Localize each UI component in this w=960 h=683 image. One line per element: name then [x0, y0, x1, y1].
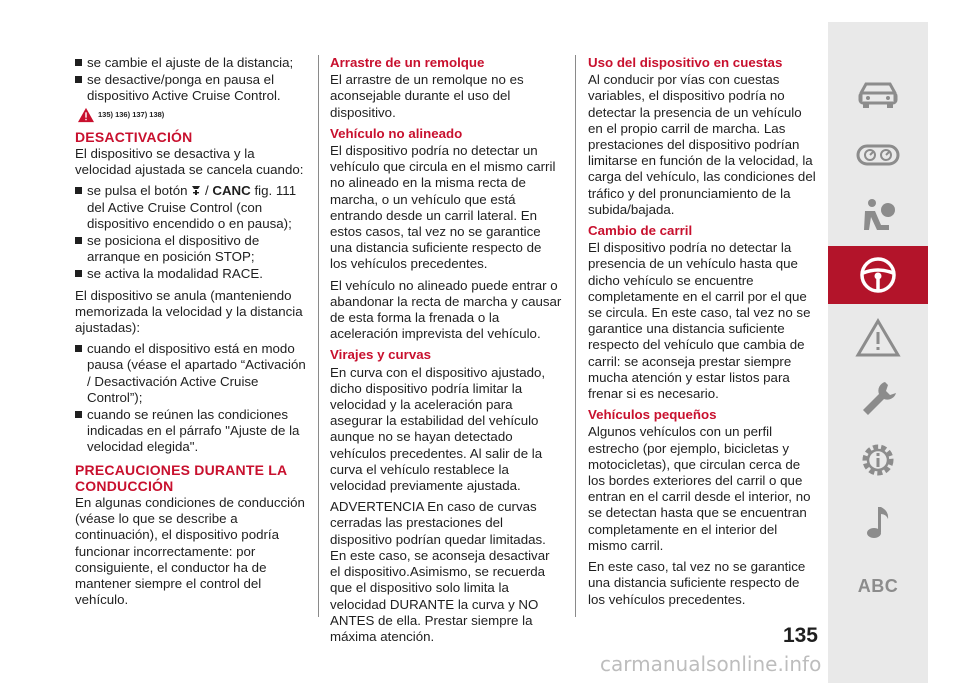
music-note-icon [855, 502, 901, 542]
nav-multimedia[interactable] [828, 494, 928, 550]
nav-driving[interactable] [828, 246, 928, 304]
list-item: se activa la modalidad RACE. [75, 266, 307, 282]
bullet-box-icon [75, 59, 82, 66]
nav-dashboard[interactable] [828, 127, 928, 183]
heading-vehiculos-pequenos: Vehículos pequeños [588, 407, 717, 423]
heading-cuestas: Uso del dispositivo en cuestas [588, 55, 783, 70]
airbag-icon [855, 195, 901, 235]
paragraph: ADVERTENCIA En caso de curvas cerradas las prestaciones del dispositivo podrían quedar limitadas. En este caso, se aconseja desactivar el dispositivo.Asimismo, se recuerda que el dispositivo solo limita la velocidad DURANTE la curva y NO ANTES de ella. Prestar siempre la máxima atención. [330, 499, 550, 644]
heading-desactivacion: DESACTIVACIÓN [75, 128, 193, 145]
wrench-icon [855, 378, 901, 418]
heading-vehiculo-no-alineado: Vehículo no alineado [330, 125, 463, 141]
nav-safety[interactable] [828, 187, 928, 243]
column-3 [588, 55, 820, 613]
car-icon [855, 75, 901, 115]
paragraph: En curva con el dispositivo ajustado, dicho dispositivo podría limitar la velocidad y la aceleración para asegurar la estabilidad del vehículo aunque no se hayan detectado vehículos precedentes. Al salir de la curva el vehículo restablece la velocidad previamente ajustada. [330, 364, 546, 494]
watermark: carmanualsonline.info [600, 652, 822, 676]
paragraph: Al conducir por vías con cuestas variables, el dispositivo podría no detectar la presencia de un vehículo en el propio carril de marcha. Las prestaciones del dispositivo podrían limitarse en función de la velocidad, la carga del vehículo, las condiciones del tráfico y del pronunciamiento de la subida/bajada. [588, 72, 816, 217]
chapter-sidebar [828, 22, 928, 683]
paragraph: El dispositivo se anula (manteniendo memorizada la velocidad y la distancia ajustadas): [75, 287, 303, 336]
paragraph: El dispositivo se desactiva y la velocidad ajustada se cancela cuando: [75, 146, 304, 178]
nav-emergency[interactable] [828, 310, 928, 366]
bullet-box-icon [75, 411, 82, 418]
bullet-box-icon [75, 187, 82, 194]
nav-index[interactable] [828, 558, 928, 614]
heading-cambio-carril: Cambio de carril [588, 223, 693, 239]
heading-virajes: Virajes y curvas [330, 347, 432, 363]
settings-icon [855, 440, 901, 480]
column-1 [75, 55, 307, 614]
cruise-control-icon [191, 184, 201, 196]
list-item: se desactive/ponga en pausa el dispositivo Active Cruise Control. [75, 72, 307, 104]
nav-car[interactable] [828, 67, 928, 123]
paragraph: En este caso, tal vez no se garantice una distancia suficiente respecto de los vehículos precedentes. [588, 559, 806, 607]
list-item: cuando el dispositivo está en modo pausa (véase el apartado “Activación / Desactivación Active Cruise Control”); [75, 341, 307, 406]
nav-maintenance[interactable] [828, 370, 928, 426]
list-item: cuando se reúnen las condiciones indicadas en el párrafo "Ajuste de la velocidad elegida". [75, 407, 307, 456]
abc-label: ABC [857, 575, 899, 596]
column-2 [330, 55, 562, 650]
dashboard-icon [855, 135, 901, 175]
list-item: se posiciona el dispositivo de arranque en posición STOP; [75, 233, 307, 265]
paragraph: El dispositivo podría no detectar un vehículo que circula en el mismo carril no alineado en la misma recta de marcha, o un vehículo que está entrando desde un carril lateral. En estos casos, tal vez no se garantice una distancia suficiente respecto de los vehículos precedentes. [330, 143, 556, 272]
warning-references [77, 107, 307, 123]
paragraph: El vehículo no alineado puede entrar o abandonar la recta de marcha y causar de esta forma la frenada o la aceleración imprevista del vehículo. [330, 277, 562, 342]
warning-triangle-icon [77, 107, 95, 123]
heading-precauciones: PRECAUCIONES DURANTE LA CONDUCCIÓN [75, 461, 287, 494]
paragraph: El dispositivo podría no detectar la presencia de un vehículo hasta que dicho vehículo se encuentre completamente en el carril por el que se circula. En este caso, tal vez no se garantice una distancia suficiente respecto del vehículo que cambia de carril: se aconseja prestar siempre mucha atención y estar listos para frenar si es necesario. [588, 240, 811, 402]
column-divider [318, 55, 319, 617]
page-number: 135 [782, 624, 818, 647]
bullet-box-icon [75, 237, 82, 244]
paragraph: El arrastre de un remolque no es aconsejable durante el uso del dispositivo. [330, 72, 524, 120]
steering-wheel-icon [855, 255, 901, 295]
nav-technical-data[interactable] [828, 432, 928, 488]
bullet-box-icon [75, 270, 82, 277]
paragraph: Algunos vehículos con un perfil estrecho (por ejemplo, bicicletas y motocicletas), que circulan cerca de los bordes exteriores del carril o que entran en el carril desde el interior, no se detectan hasta que se encuentran completamente en el interior del mismo carril. [588, 424, 811, 553]
bullet-box-icon [75, 76, 82, 83]
warning-reference-numbers[interactable]: 135) 136) 137) 138) [98, 109, 165, 119]
list-item: se cambie el ajuste de la distancia; [75, 55, 307, 71]
list-item: se pulsa el botón / CANC fig. 111 del Active Cruise Control (con dispositivo encendido o en pausa); [75, 183, 307, 232]
warning-icon [855, 318, 901, 358]
paragraph: En algunas condiciones de conducción (véase lo que se describe a continuación), el dispositivo podría funcionar incorrectamente: por consiguiente, el conductor ha de mantener siempre el control del vehículo. [75, 495, 305, 608]
canc-button-label: CANC [212, 183, 251, 199]
heading-arrastre: Arrastre de un remolque [330, 55, 485, 70]
column-divider [575, 55, 576, 617]
bullet-box-icon [75, 345, 82, 352]
